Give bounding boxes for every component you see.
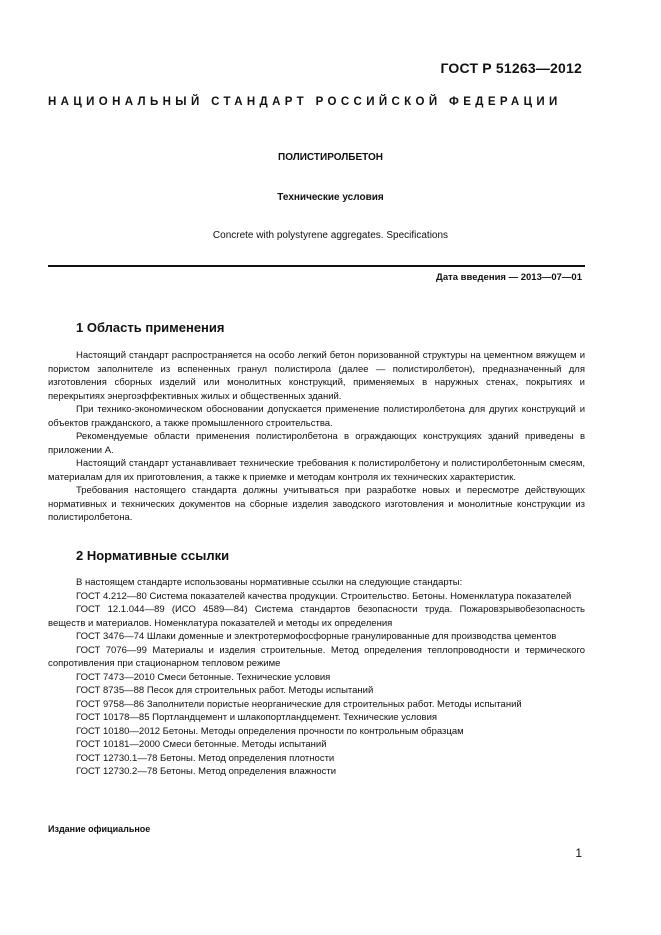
reference-item: ГОСТ 10180—2012 Бетоны. Методы определения прочности по контрольным образцам	[76, 725, 464, 737]
paragraph: Рекомендуемые области применения полистиролбетона в ограждающих конструкциях зданий приведены в приложении А.	[48, 431, 585, 456]
paragraph: При технико-экономическом обосновании допускается применение полистиролбетона для других конструкций и объектов гражданского, а также промышленного строительства.	[48, 404, 585, 429]
reference-item: ГОСТ 7473—2010 Смеси бетонные. Технические условия	[76, 671, 331, 683]
national-standard-banner: НАЦИОНАЛЬНЫЙ СТАНДАРТ РОССИЙСКОЙ ФЕДЕРАЦИИ	[48, 96, 562, 108]
reference-item: ГОСТ 8735—88 Песок для строительных работ. Методы испытаний	[76, 685, 374, 696]
section-1-body	[48, 349, 585, 525]
page-number: 1	[575, 846, 582, 860]
title-divider	[48, 265, 585, 267]
reference-item: ГОСТ 10178—85 Портландцемент и шлакопортландцемент. Технические условия	[76, 712, 438, 723]
english-title: Concrete with polystyrene aggregates. Specifications	[212, 230, 449, 241]
reference-item: ГОСТ 12.1.044—89 (ИСО 4589—84) Система стандартов безопасности труда. Пожаровзрывобезопасность веществ и материалов. Номенклатура показателей и методы их определения	[48, 604, 585, 629]
reference-item: ГОСТ 10181—2000 Смеси бетонные. Методы испытаний	[76, 739, 327, 750]
introduction-date: Дата введения — 2013—07—01	[436, 272, 582, 283]
paragraph: Настоящий стандарт распространяется на особо легкий бетон поризованной структуры на цементном вяжущем и пористом заполнителе из вспененных гранул полистирола (далее — полистиролбетон), предназначенный для изготовления сборных изделий или монолитных конструкций, применяемых в наружных стенах, покрытиях и перекрытиях энергоэффективных жилых и общественных зданий.	[48, 350, 585, 402]
paragraph: Настоящий стандарт устанавливает технические требования к полистиролбетону и полистиролбетонным смесям, материалам для их приготовления, а также к приемке и методам контроля их технических характеристик.	[48, 458, 585, 483]
section-2-body	[48, 576, 585, 779]
document-title: ПОЛИСТИРОЛБЕТОН	[278, 152, 383, 163]
paragraph: В настоящем стандарте использованы нормативные ссылки на следующие стандарты:	[76, 577, 463, 588]
reference-item: ГОСТ 3476—74 Шлаки доменные и электротермофосфорные гранулированные для производства цементов	[76, 631, 557, 642]
document-subtitle: Технические условия	[277, 192, 384, 203]
reference-item: ГОСТ 9758—86 Заполнители пористые неорганические для строительных работ. Методы испытаний	[76, 698, 522, 710]
paragraph: Требования настоящего стандарта должны учитываться при разработке новых и пересмотре действующих нормативных и технических документов на сборные изделия заводского изготовления и монолитные конструкции из полистиролбетона.	[48, 485, 585, 523]
official-edition-label: Издание официальное	[48, 824, 151, 834]
reference-item: ГОСТ 4.212—80 Система показателей качества продукции. Строительство. Бетоны. Номенклатура показателей	[76, 590, 572, 602]
reference-item: ГОСТ 12730.1—78 Бетоны. Метод определения плотности	[76, 752, 335, 764]
gost-number: ГОСТ Р 51263—2012	[440, 60, 582, 76]
reference-item: ГОСТ 12730.2—78 Бетоны. Метод определения влажности	[76, 766, 337, 777]
section-1-heading: 1 Область применения	[76, 320, 225, 335]
section-2-heading: 2 Нормативные ссылки	[76, 548, 230, 563]
reference-item: ГОСТ 7076—99 Материалы и изделия строительные. Метод определения теплопроводности и термического сопротивления при стационарном тепловом режиме	[48, 644, 585, 669]
